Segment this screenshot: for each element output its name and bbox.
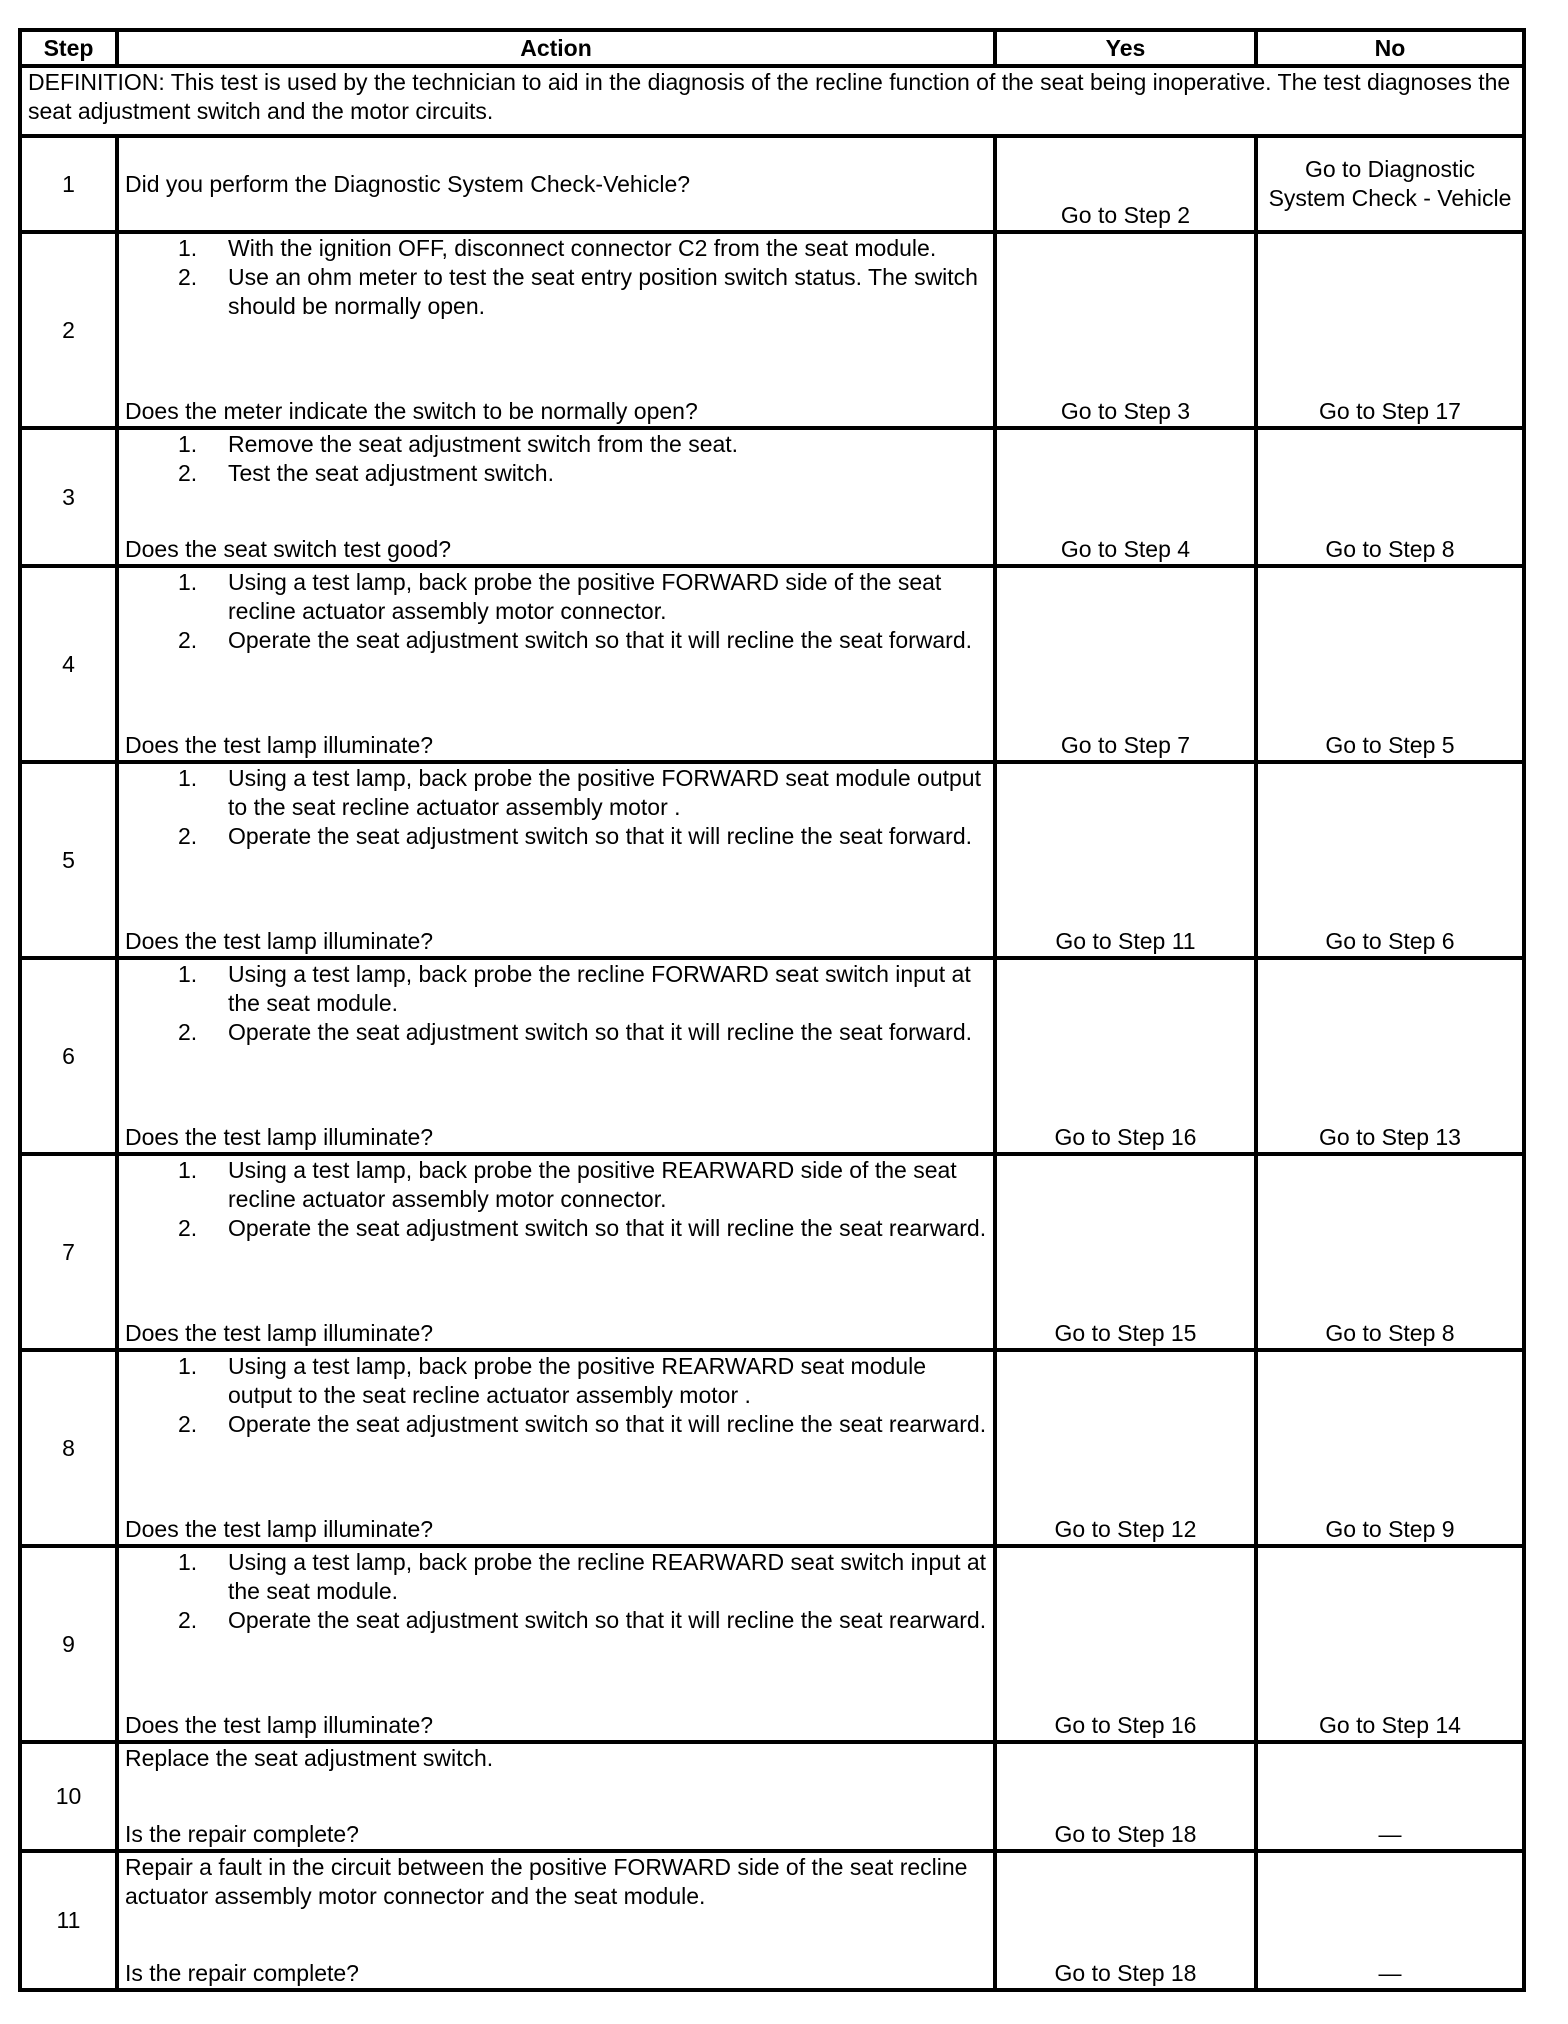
action-item-text: Operate the seat adjustment switch so that it will recline the seat forward.	[228, 1019, 973, 1045]
action-item-text: Operate the seat adjustment switch so that it will recline the seat forward.	[228, 627, 973, 653]
action-list-item	[178, 1606, 987, 1635]
step-number: 4	[20, 566, 117, 762]
action-intro: Replace the seat adjustment switch.	[125, 1745, 494, 1771]
yes-result: Go to Step 4	[995, 428, 1256, 566]
step-number: 6	[20, 958, 117, 1154]
action-cell	[117, 958, 995, 1154]
yes-result: Go to Step 16	[995, 958, 1256, 1154]
no-result: —	[1256, 1742, 1524, 1851]
no-result: Go to Step 8	[1256, 428, 1524, 566]
step-number: 10	[20, 1742, 117, 1851]
action-cell	[117, 1350, 995, 1546]
action-list	[125, 430, 987, 488]
action-cell	[117, 762, 995, 958]
action-cell	[117, 136, 995, 232]
action-list-item	[178, 1548, 987, 1606]
action-item-text: Operate the seat adjustment switch so that it will recline the seat rearward.	[228, 1607, 987, 1633]
action-list-item	[178, 626, 987, 655]
action-item-number: 2.	[178, 627, 198, 653]
action-instructions	[125, 568, 987, 655]
action-item-number: 1.	[178, 235, 198, 261]
yes-result: Go to Step 18	[995, 1742, 1256, 1851]
action-instructions	[125, 1548, 987, 1635]
action-list-item	[178, 1018, 987, 1047]
table-row	[20, 1742, 1524, 1851]
action-question: Does the test lamp illuminate?	[125, 1320, 434, 1346]
step-number: 1	[20, 136, 117, 232]
action-item-number: 1.	[178, 1353, 198, 1379]
action-content	[125, 1156, 987, 1348]
action-instructions	[125, 430, 987, 488]
action-item-number: 1.	[178, 569, 198, 595]
header-yes: Yes	[995, 30, 1256, 66]
action-question: Does the test lamp illuminate?	[125, 928, 434, 954]
action-content	[125, 1744, 987, 1849]
step-number: 9	[20, 1546, 117, 1742]
action-list-item	[178, 764, 987, 822]
table-row	[20, 1350, 1524, 1546]
no-result: Go to Step 5	[1256, 566, 1524, 762]
action-question: Does the test lamp illuminate?	[125, 1516, 434, 1542]
action-list-item	[178, 234, 987, 263]
yes-result: Go to Step 2	[995, 136, 1256, 232]
action-item-text: Using a test lamp, back probe the positive FORWARD side of the seat recline actuator assembly motor connector.	[228, 569, 942, 624]
action-list-item	[178, 459, 987, 488]
action-question: Does the test lamp illuminate?	[125, 1712, 434, 1738]
action-list	[125, 1156, 987, 1243]
action-list-item	[178, 568, 987, 626]
definition-row	[20, 66, 1524, 136]
step-number: 2	[20, 232, 117, 428]
step-number: 3	[20, 428, 117, 566]
action-list-item	[178, 1214, 987, 1243]
action-instructions	[125, 1352, 987, 1439]
action-instructions	[125, 1744, 987, 1773]
action-item-text: Remove the seat adjustment switch from the seat.	[228, 431, 739, 457]
action-question: Does the seat switch test good?	[125, 536, 452, 562]
action-instructions	[125, 1156, 987, 1243]
action-list-item	[178, 1352, 987, 1410]
action-item-number: 1.	[178, 961, 198, 987]
action-item-number: 2.	[178, 1607, 198, 1633]
table-row	[20, 1154, 1524, 1350]
action-content	[125, 138, 987, 230]
action-content	[125, 1853, 987, 1988]
action-list-item	[178, 263, 987, 321]
table-row	[20, 136, 1524, 232]
header-row	[20, 30, 1524, 66]
yes-result: Go to Step 3	[995, 232, 1256, 428]
no-result: Go to Step 13	[1256, 958, 1524, 1154]
action-item-number: 2.	[178, 264, 198, 290]
table-row	[20, 232, 1524, 428]
action-item-text: Using a test lamp, back probe the positive REARWARD side of the seat recline actuator assembly motor connector.	[228, 1157, 957, 1212]
step-number: 7	[20, 1154, 117, 1350]
action-content	[125, 1352, 987, 1544]
action-instructions	[125, 764, 987, 851]
action-list-item	[178, 1156, 987, 1214]
table-row	[20, 566, 1524, 762]
action-item-text: Operate the seat adjustment switch so that it will recline the seat rearward.	[228, 1411, 987, 1437]
action-content	[125, 568, 987, 760]
no-result: Go to Step 8	[1256, 1154, 1524, 1350]
table-row	[20, 1546, 1524, 1742]
step-number: 11	[20, 1851, 117, 1990]
action-item-text: Using a test lamp, back probe the recline FORWARD seat switch input at the seat module.	[228, 961, 971, 1016]
action-cell	[117, 232, 995, 428]
definition-text: DEFINITION: This test is used by the technician to aid in the diagnosis of the recline function of the seat being inoperative. The test diagnoses the seat adjustment switch and the motor circuits.	[20, 66, 1524, 136]
action-item-number: 2.	[178, 1215, 198, 1241]
action-list-item	[178, 960, 987, 1018]
action-item-text: With the ignition OFF, disconnect connector C2 from the seat module.	[228, 235, 937, 261]
action-content	[125, 960, 987, 1152]
action-cell	[117, 1851, 995, 1990]
table-row	[20, 428, 1524, 566]
action-item-text: Operate the seat adjustment switch so that it will recline the seat forward.	[228, 823, 973, 849]
action-item-text: Using a test lamp, back probe the recline REARWARD seat switch input at the seat module.	[228, 1549, 987, 1604]
action-content	[125, 234, 987, 426]
action-instructions	[125, 1853, 987, 1911]
action-item-number: 1.	[178, 1549, 198, 1575]
action-list	[125, 234, 987, 321]
action-list-item	[178, 1410, 987, 1439]
no-result: —	[1256, 1851, 1524, 1990]
action-item-number: 1.	[178, 1157, 198, 1183]
action-item-text: Using a test lamp, back probe the positive REARWARD seat module output to the seat recline actuator assembly motor .	[228, 1353, 926, 1408]
action-item-text: Operate the seat adjustment switch so that it will recline the seat rearward.	[228, 1215, 987, 1241]
action-item-number: 2.	[178, 823, 198, 849]
action-cell	[117, 1742, 995, 1851]
action-instructions	[125, 234, 987, 321]
step-number: 8	[20, 1350, 117, 1546]
action-list-item	[178, 822, 987, 851]
yes-result: Go to Step 7	[995, 566, 1256, 762]
yes-result: Go to Step 11	[995, 762, 1256, 958]
no-result: Go to Step 17	[1256, 232, 1524, 428]
header-step: Step	[20, 30, 117, 66]
yes-result: Go to Step 15	[995, 1154, 1256, 1350]
diagnostic-table	[18, 28, 1526, 1992]
table-row	[20, 762, 1524, 958]
action-item-number: 2.	[178, 1411, 198, 1437]
action-list	[125, 1548, 987, 1635]
action-item-text: Test the seat adjustment switch.	[228, 460, 554, 486]
step-number: 5	[20, 762, 117, 958]
action-question: Is the repair complete?	[125, 1960, 359, 1986]
action-question: Did you perform the Diagnostic System Check-Vehicle?	[125, 170, 691, 197]
action-cell	[117, 428, 995, 566]
action-instructions	[125, 960, 987, 1047]
action-item-text: Use an ohm meter to test the seat entry position switch status. The switch should be normally open.	[228, 264, 978, 319]
action-question: Does the test lamp illuminate?	[125, 1124, 434, 1150]
table-row	[20, 958, 1524, 1154]
action-content	[125, 430, 987, 564]
action-list	[125, 764, 987, 851]
no-result: Go to Step 6	[1256, 762, 1524, 958]
action-content	[125, 764, 987, 956]
action-question: Is the repair complete?	[125, 1821, 359, 1847]
action-item-number: 2.	[178, 1019, 198, 1045]
action-item-text: Using a test lamp, back probe the positive FORWARD seat module output to the seat recline actuator assembly motor .	[228, 765, 981, 820]
action-question: Does the test lamp illuminate?	[125, 732, 434, 758]
yes-result: Go to Step 16	[995, 1546, 1256, 1742]
action-item-number: 1.	[178, 431, 198, 457]
action-intro: Repair a fault in the circuit between the positive FORWARD side of the seat recline actuator assembly motor connector and the seat module.	[125, 1854, 968, 1909]
action-list	[125, 1352, 987, 1439]
table-row	[20, 1851, 1524, 1990]
action-question: Does the meter indicate the switch to be normally open?	[125, 398, 698, 424]
action-item-number: 1.	[178, 765, 198, 791]
yes-result: Go to Step 18	[995, 1851, 1256, 1990]
no-result: Go to Step 9	[1256, 1350, 1524, 1546]
action-content	[125, 1548, 987, 1740]
action-item-number: 2.	[178, 460, 198, 486]
action-cell	[117, 1546, 995, 1742]
action-list	[125, 568, 987, 655]
header-no: No	[1256, 30, 1524, 66]
action-cell	[117, 1154, 995, 1350]
yes-result: Go to Step 12	[995, 1350, 1256, 1546]
action-cell	[117, 566, 995, 762]
action-list-item	[178, 430, 987, 459]
action-list	[125, 960, 987, 1047]
no-result: Go to Diagnostic System Check - Vehicle	[1256, 136, 1524, 232]
no-result: Go to Step 14	[1256, 1546, 1524, 1742]
header-action: Action	[117, 30, 995, 66]
